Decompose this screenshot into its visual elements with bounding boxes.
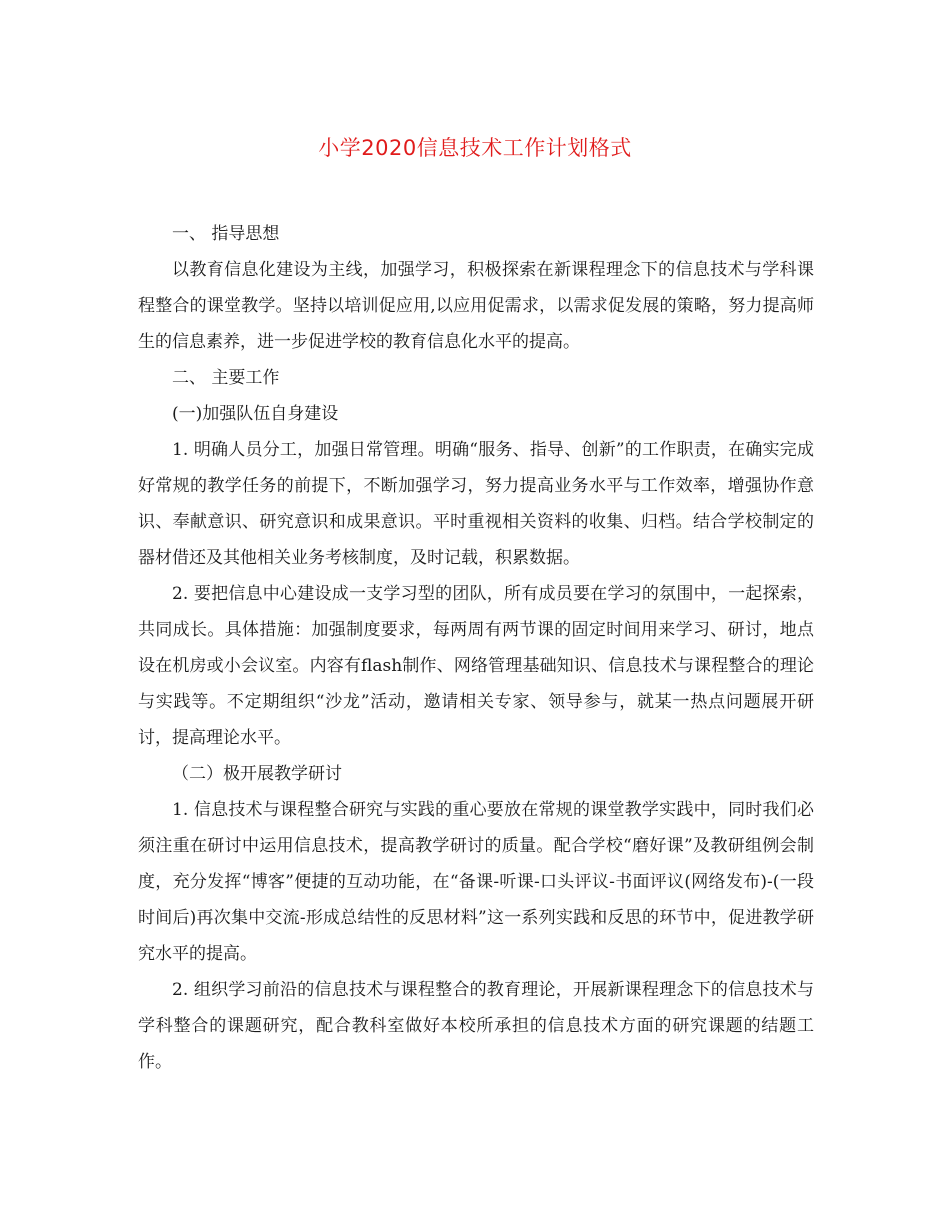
subsection-heading-team-building: (一)加强队伍自身建设 — [172, 404, 339, 424]
document-title: 小学2020信息技术工作计划格式 — [318, 136, 632, 160]
paragraph-research-item-2: 2. 组织学习前沿的信息技术与课程整合的教育理论，开展新课程理念下的信息技术与学科整合的课题研究，配合教科室做好本校所承担的信息技术方面的研究课题的结题工作。 — [138, 980, 814, 1072]
paragraph-guiding-thought: 以教育信息化建设为主线，加强学习，积极探索在新课程理念下的信息技术与学科课程整合的课堂教学。坚持以培训促应用,以应用促需求，以需求促发展的策略，努力提高师生的信息素养，进一步促进学校的教育信息化水平的提高。 — [138, 260, 814, 352]
paragraph-research-item-1: 1. 信息技术与课程整合研究与实践的重心要放在常规的课堂教学实践中，同时我们必须注重在研讨中运用信息技术，提高教学研讨的质量。配合学校“磨好课”及教研组例会制度，充分发挥“博客”便捷的互动功能，在“备课-听课-口头评议-书面评议(网络发布)-(一段时间后)再次集中交流-形成总结性的反思材料”这一系列实践和反思的环节中，促进教学研究水平的提高。 — [138, 800, 814, 964]
paragraph-team-item-2: 2. 要把信息中心建设成一支学习型的团队，所有成员要在学习的氛围中，一起探索，共同成长。具体措施：加强制度要求，每两周有两节课的固定时间用来学习、研讨，地点设在机房或小会议室。内容有flash制作、网络管理基础知识、信息技术与课程整合的理论与实践等。不定期组织“沙龙”活动，邀请相关专家、领导参与，就某一热点问题展开研讨，提高理论水平。 — [138, 584, 814, 748]
section-heading-guiding-thought: 一、 指导思想 — [172, 224, 280, 244]
paragraph-team-item-1: 1. 明确人员分工，加强日常管理。明确“服务、指导、创新”的工作职责，在确实完成好常规的教学任务的前提下，不断加强学习，努力提高业务水平与工作效率，增强协作意识、奉献意识、研究意识和成果意识。平时重视相关资料的收集、归档。结合学校制定的器材借还及其他相关业务考核制度，及时记载，积累数据。 — [138, 440, 814, 568]
subsection-heading-teaching-research: （二）极开展教学研讨 — [172, 764, 342, 784]
document-body — [138, 216, 814, 1080]
section-heading-main-work: 二、 主要工作 — [172, 368, 280, 388]
